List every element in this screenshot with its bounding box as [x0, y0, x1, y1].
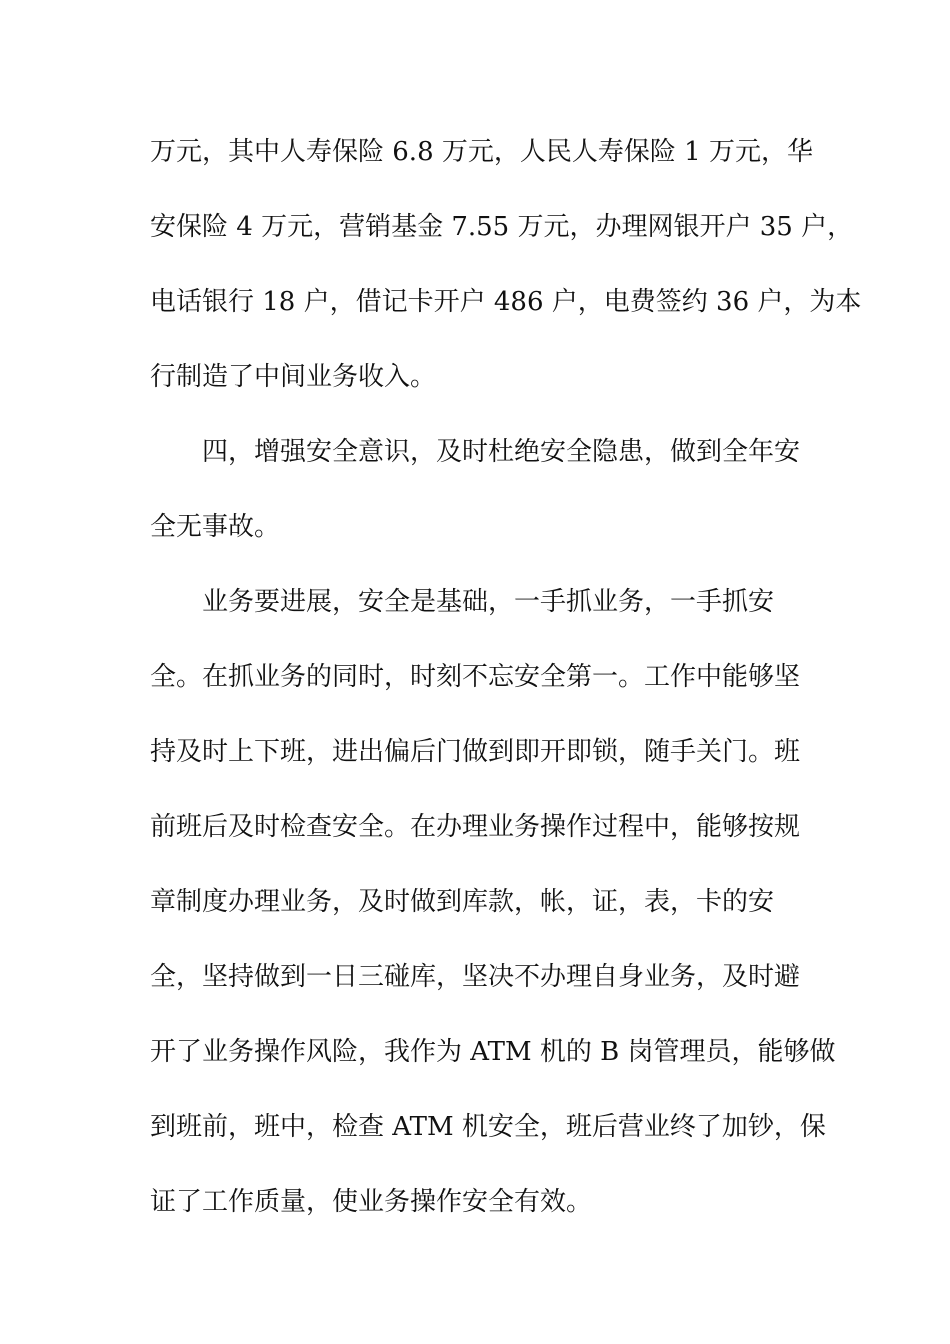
- text-line: 安保险 4 万元，营销基金 7.55 万元，办理网银开户 35 户，: [150, 212, 854, 242]
- text-line: 万元，其中人寿保险 6.8 万元，人民人寿保险 1 万元，华: [150, 137, 813, 167]
- text-line: 全，坚持做到一日三碰库，坚决不办理自身业务，及时避: [150, 962, 801, 992]
- text-line: 到班前，班中，检查 ATM 机安全，班后营业终了加钞，保: [150, 1112, 826, 1142]
- text-line: 证了工作质量，使业务操作安全有效。: [150, 1187, 593, 1217]
- text-line: 前班后及时检查安全。在办理业务操作过程中，能够按规: [150, 812, 801, 842]
- text-line: 电话银行 18 户，借记卡开户 486 户，电费签约 36 户，为本: [150, 287, 862, 317]
- text-line: 章制度办理业务，及时做到库款，帐，证，表，卡的安: [150, 887, 775, 917]
- paragraph-first-line: 业务要进展，安全是基础，一手抓业务，一手抓安: [202, 587, 775, 617]
- section-heading-continuation: 全无事故。: [150, 512, 281, 542]
- text-line: 开了业务操作风险，我作为 ATM 机的 B 岗管理员，能够做: [150, 1037, 836, 1067]
- text-line: 行制造了中间业务收入。: [150, 362, 437, 392]
- text-line: 持及时上下班，进出偏后门做到即开即锁，随手关门。班: [150, 737, 801, 767]
- section-heading: 四，增强安全意识，及时杜绝安全隐患，做到全年安: [202, 437, 801, 467]
- text-line: 全。在抓业务的同时，时刻不忘安全第一。工作中能够坚: [150, 662, 801, 692]
